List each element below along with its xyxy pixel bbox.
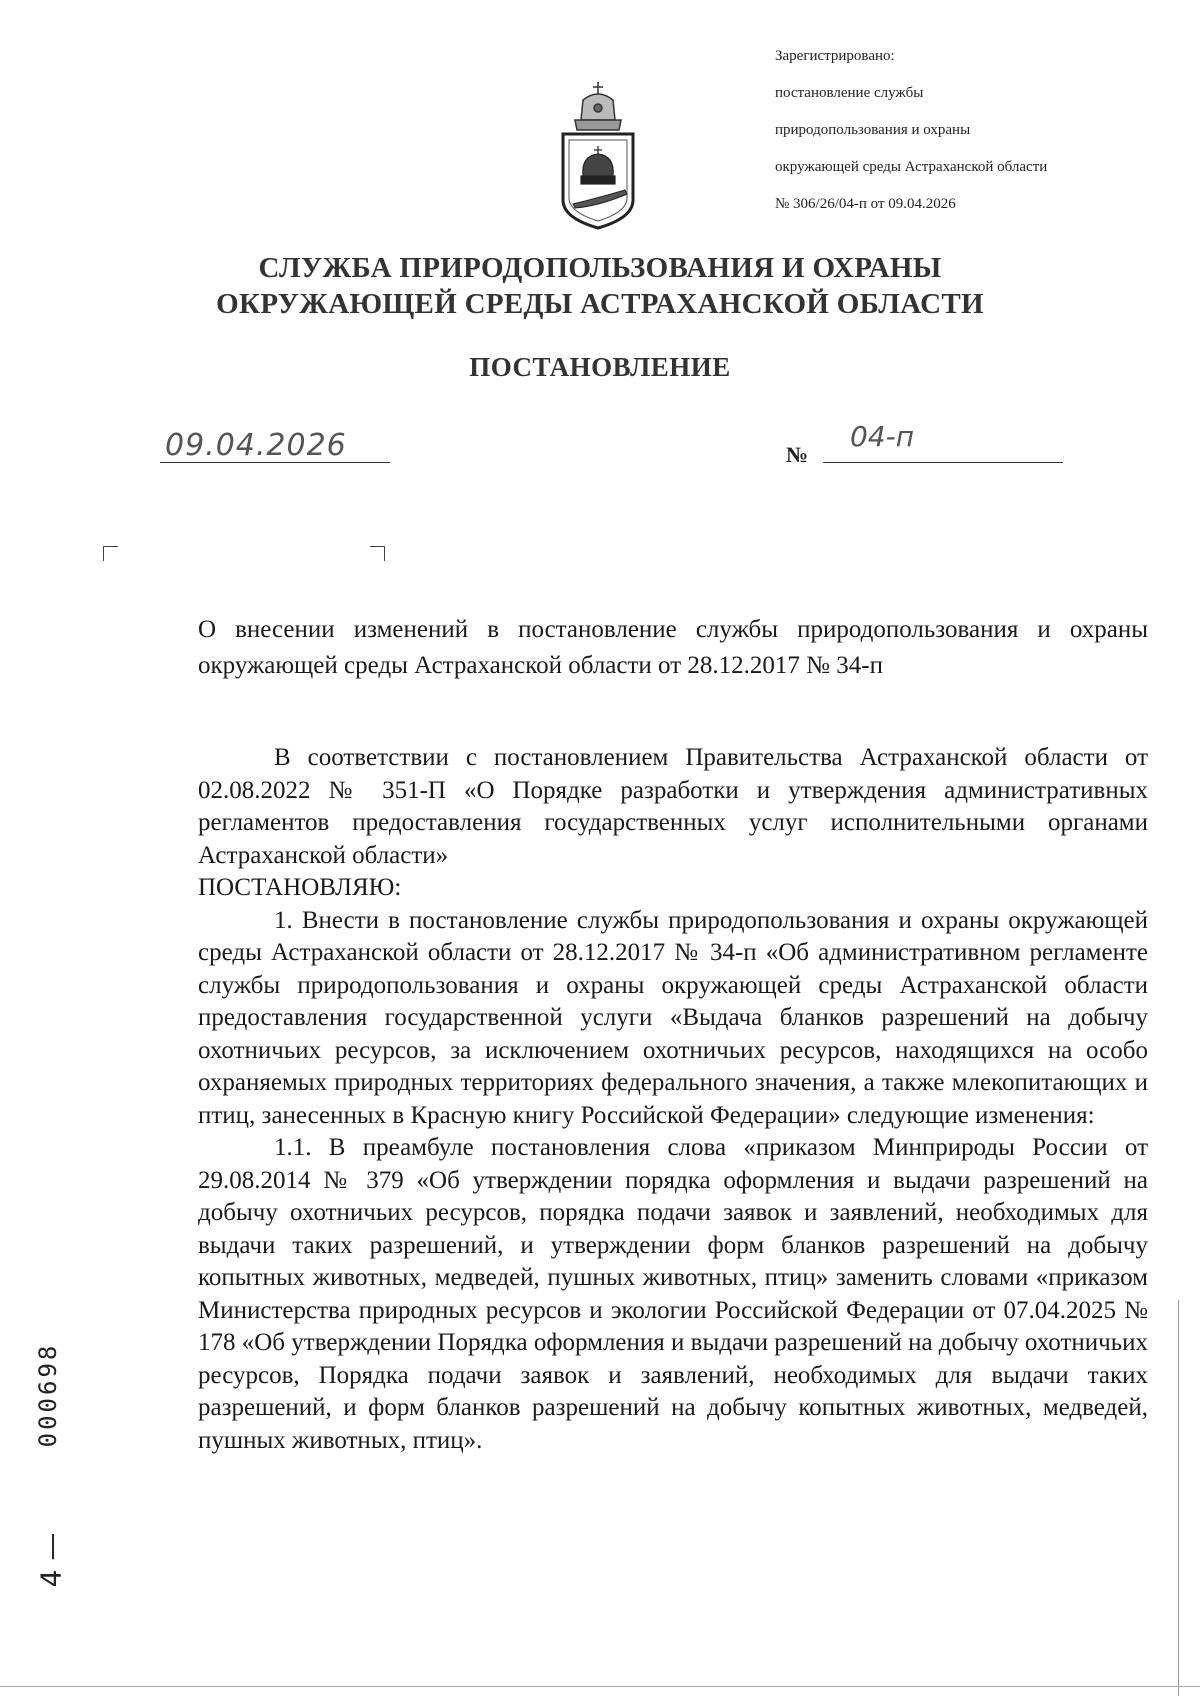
- margin-serial-number: [28, 1342, 68, 1448]
- document-number: 04-п: [850, 420, 915, 453]
- registration-line: окружающей среды Астраханской области: [775, 159, 1048, 175]
- item-1-1-paragraph: 1.1. В преамбуле постановления слова «приказом Минприроды России от 29.08.2014 № 379 «Об утверждении порядка оформления и выдачи разрешений на добычу охотничьих ресурсов, порядка подачи заявок и заявлений, необходимых для выдачи таких разрешений, и утверждении форм бланков разрешений на добычу копытных животных, медведей, пушных животных, птиц» заменить словами «приказом Министерства природных ресурсов и экологии Российской Федерации от 07.04.2025 № 178 «Об утверждении Порядка оформления и выдачи разрешений на добычу охотничьих ресурсов, Порядка подачи заявок и заявлений, необходимых для выдачи таких разрешений, и форм бланков разрешений на добычу копытных животных, медведей, пушных животных, птиц».: [198, 1134, 1148, 1454]
- registration-number: № 306/26/04-п от 09.04.2026: [775, 196, 956, 212]
- number-label: №: [786, 442, 809, 467]
- document-body: [198, 742, 1148, 1457]
- subject-corner-left: [103, 546, 118, 561]
- registration-stamp: [775, 38, 1175, 223]
- margin-page-mark: [36, 1530, 66, 1590]
- page-mark-text: 4 —: [34, 1532, 68, 1588]
- number-underline: [823, 462, 1063, 463]
- organization-name-line-1: СЛУЖБА ПРИРОДОПОЛЬЗОВАНИЯ И ОХРАНЫ: [258, 252, 942, 284]
- subject-corner-right: [370, 546, 385, 561]
- registration-line: постановление службы: [775, 85, 924, 101]
- date-underline: [160, 462, 390, 463]
- document-date: 09.04.2026: [165, 428, 347, 463]
- serial-text: 000698: [34, 1342, 62, 1448]
- scan-edge-bottom: [0, 1686, 1200, 1687]
- scan-edge-right: [1178, 1300, 1179, 1696]
- document-subject: О внесении изменений в постановление службы природопользования и охраны окружающей среды Астраханской области от 28.12.2017 № 34-п: [198, 616, 1148, 679]
- document-type-title: ПОСТАНОВЛЕНИЕ: [469, 352, 731, 382]
- registration-line: природопользования и охраны: [775, 122, 971, 138]
- coat-of-arms-icon: [553, 80, 643, 230]
- item-1-paragraph: 1. Внести в постановление службы природопользования и охраны окружающей среды Астраханской области от 28.12.2017 № 34-п «Об административном регламенте службы природопользования и охраны окружающей среды Астраханской области предоставления государственной услуги «Выдача бланков разрешений на добычу охотничьих ресурсов, за исключением охотничьих ресурсов, находящихся на особо охраняемых природных территориях федерального значения, а также млекопитающих и птиц, занесенных в Красную книгу Российской Федерации» следующие изменения:: [198, 906, 1148, 1129]
- preamble-paragraph: В соответствии с постановлением Правительства Астраханской области от 02.08.2022 № 351-П «О Порядке разработки и утверждения административных регламентов предоставления государственных услуг исполнительными органами Астраханской области»: [198, 744, 1148, 869]
- organization-name-line-2: ОКРУЖАЮЩЕЙ СРЕДЫ АСТРАХАНСКОЙ ОБЛАСТИ: [216, 288, 984, 320]
- decree-word: ПОСТАНОВЛЯЮ:: [198, 874, 402, 901]
- registration-line: Зарегистрировано:: [775, 48, 895, 64]
